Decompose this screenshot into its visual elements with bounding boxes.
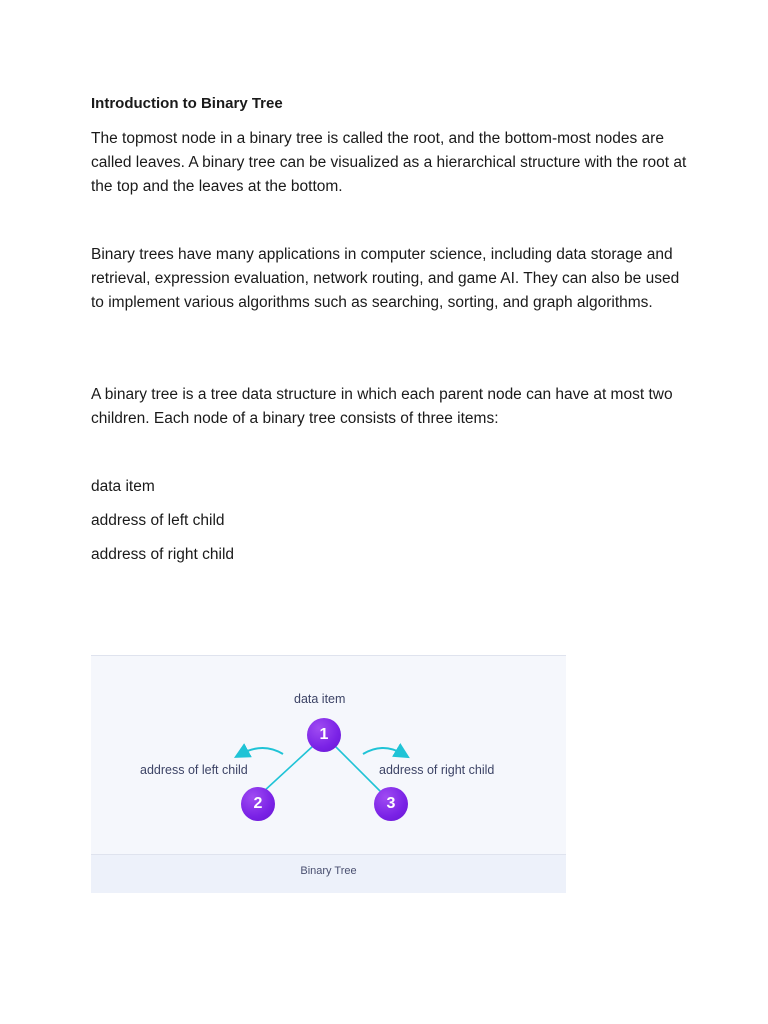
label-left-child: address of left child	[140, 763, 248, 777]
list-item-data-item: data item	[91, 478, 155, 495]
figure-caption: Binary Tree	[300, 865, 357, 877]
tree-node-right: 3	[374, 787, 408, 821]
binary-tree-figure	[91, 655, 566, 892]
section-heading: Introduction to Binary Tree	[91, 95, 283, 112]
paragraph-definition: A binary tree is a tree data structure in which each parent node can have at most two children. Each node of a binary tree consists of three items:	[91, 386, 673, 427]
paragraph-applications: Binary trees have many applications in computer science, including data storage and retrieval, expression evaluation, network routing, and game AI. They can also be used to implement various algorithms such as searching, sorting, and graph algorithms.	[91, 246, 680, 311]
list-item-right-child: address of right child	[91, 546, 235, 563]
left-pointer-arrow	[241, 748, 283, 754]
binary-tree-diagram	[91, 656, 566, 854]
paragraph-root-leaves: The topmost node in a binary tree is called the root, and the bottom-most nodes are called leaves. A binary tree can be visualized as a hierarchical structure with the root at the top and the leaves at the bottom.	[91, 130, 687, 195]
label-right-child: address of right child	[379, 763, 495, 777]
tree-node-left: 2	[241, 787, 275, 821]
figure-caption-bar	[91, 854, 566, 893]
edge-root-left	[263, 746, 313, 792]
right-pointer-arrow	[363, 748, 403, 754]
edge-root-right	[335, 746, 381, 792]
tree-node-root: 1	[307, 718, 341, 752]
label-data-item: data item	[294, 692, 346, 706]
list-item-left-child: address of left child	[91, 512, 225, 529]
